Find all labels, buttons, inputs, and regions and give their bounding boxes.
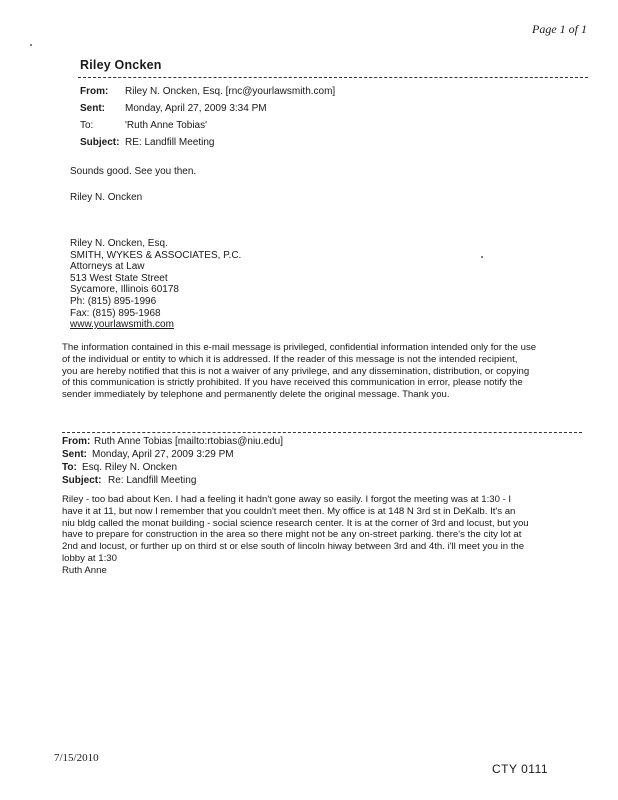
from-row [80,86,480,98]
original-sent-row [62,449,462,461]
signature-line: Fax: (815) 895-1968 [70,307,161,319]
signature-line: Ph: (815) 895-1996 [70,295,157,307]
disclaimer-line: The information contained in this e-mail message is privileged, confidential information intended only for the use [62,342,537,353]
to-row [80,120,480,132]
original-sent-label: Sent: [62,449,87,460]
original-from-label: From: [62,436,91,447]
original-signoff: Ruth Anne [62,564,107,576]
original-subject-row [62,475,462,487]
original-body-line: lobby at 1:30 [62,552,117,564]
header-divider [78,77,588,78]
original-body-line: Riley - too bad about Ken. I had a feeling it hadn't gone away so easily. I forgot the meeting was at 1:30 - I [62,494,512,505]
from-label: From: [80,86,109,97]
signature-line: Sycamore, Illinois 60178 [70,284,179,296]
original-from-value: Ruth Anne Tobias [mailto:rtobias@niu.edu] [94,436,283,447]
disclaimer-line: of the individual or entity to which it is addressed. If the reader of this message is not the intended recipient, [62,353,518,365]
original-body-line: have it at 11, but now I remember that you couldn't meet then. My office is at 148 N 3rd st in DeKalb. It's an [62,505,516,517]
signature-line: SMITH, WYKES & ASSOCIATES, P.C. [70,249,242,261]
signature-line: Riley N. Oncken, Esq. [70,238,168,249]
subject-label: Subject: [80,137,120,148]
document-id-stamp: CTY 0111 [492,762,549,776]
original-body-line: niu bldg called the monat building - social science research center. It is at the corner of 3rd and locust, but you [62,517,529,529]
original-to-label: To: [62,462,77,473]
original-subject-label: Subject: [62,475,102,486]
sent-value: Monday, April 27, 2009 3:34 PM [125,103,267,114]
original-subject-value: Re: Landfill Meeting [108,475,197,486]
disclaimer-line: of this communication is strictly prohibited. If you have received this communication in error, please notify the [62,377,523,389]
to-label: To: [80,120,94,131]
sent-label: Sent: [80,103,105,114]
website-link[interactable]: www.yourlawsmith.com [70,319,174,331]
disclaimer-line: sender immediately by telephone and permanently delete the original message. Thank you. [62,389,450,401]
reply-signoff: Riley N. Oncken [70,192,143,203]
footer-date: 7/15/2010 [54,752,99,764]
original-message-body [62,494,529,577]
scan-speck [481,256,483,258]
original-body-line: 2nd and locust, or further up on third st or else south of lincoln hiway between 3rd and 4th. i'll meet you in the [62,541,525,553]
sent-row [80,103,480,115]
to-value: 'Ruth Anne Tobias' [125,120,208,131]
confidentiality-disclaimer [62,342,536,401]
sender-name-heading: Riley Oncken [80,58,162,72]
original-sent-value: Monday, April 27, 2009 3:29 PM [92,449,234,460]
disclaimer-line: you are hereby notified that this is not a waiver of any privilege, and any dissemination, distribution, or copying [62,365,530,377]
original-body-line: have to prepare for construction in the area so there might not be any on-street parking. there's the city lot at [62,529,522,541]
from-value: Riley N. Oncken, Esq. [rnc@yourlawsmith.com] [125,86,336,97]
original-message-divider [62,432,582,433]
original-to-value: Esq. Riley N. Oncken [82,462,178,473]
scan-speck [30,44,32,46]
page-number-label: Page 1 of 1 [532,22,587,36]
signature-line: 513 West State Street [70,272,168,284]
signature-block [70,238,241,331]
original-from-row [62,436,462,448]
subject-row [80,137,480,149]
signature-line: Attorneys at Law [70,261,145,273]
subject-value: RE: Landfill Meeting [125,137,215,148]
reply-message: Sounds good. See you then. [70,166,197,177]
original-to-row [62,462,462,474]
